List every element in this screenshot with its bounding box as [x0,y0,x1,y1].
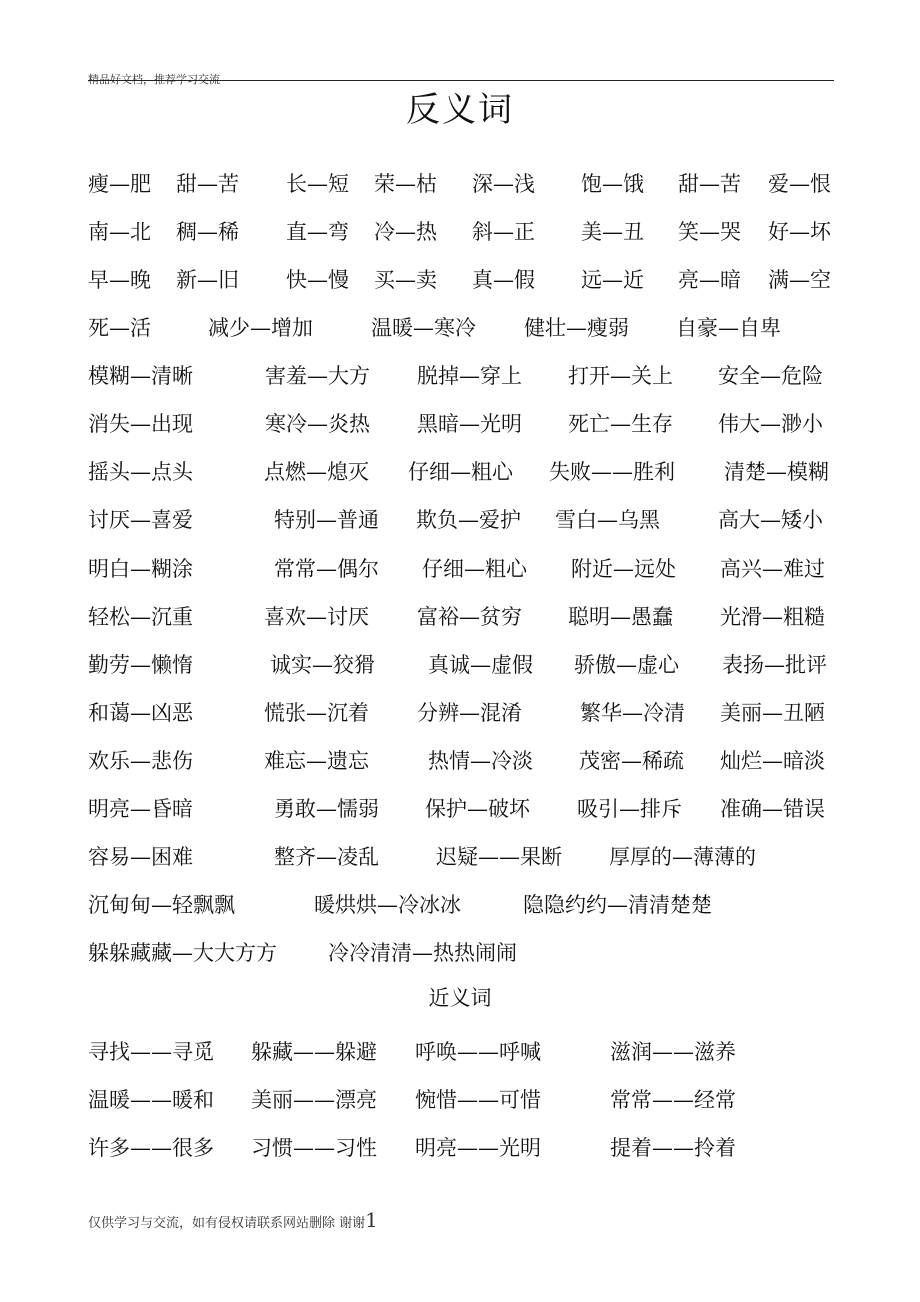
antonym-pair: 整齐—凌乱 [274,845,379,869]
antonym-pair: 快—慢 [286,268,349,292]
antonym-pair: 笑—哭 [678,220,741,244]
antonym-pair: 高兴—难过 [720,557,825,581]
antonym-pair: 美丽—丑陋 [720,701,825,725]
antonym-pair: 自豪—自卑 [676,316,781,340]
antonym-pair: 买—卖 [374,268,437,292]
antonym-pair: 新—旧 [176,268,239,292]
antonym-pair: 躲躲藏藏—大大方方 [88,941,277,965]
synonym-pair: 美丽——漂亮 [251,1088,377,1112]
document-header: 精品好文档，推荐学习交流 [88,73,220,86]
antonym-pair: 长—短 [286,172,349,196]
antonym-pair: 伟大—渺小 [718,412,823,436]
antonym-pair: 聪明—愚蠢 [568,605,673,629]
antonym-pair: 轻松—沉重 [88,605,193,629]
antonym-pair: 清楚—模糊 [724,460,829,484]
antonym-pair: 斜—正 [472,220,535,244]
antonym-pair: 附近—远处 [571,557,676,581]
antonym-pair: 亮—暗 [678,268,741,292]
antonym-pair: 温暖—寒冷 [371,316,476,340]
antonym-pair: 光滑—粗糙 [720,605,825,629]
antonym-pair: 消失—出现 [88,412,193,436]
antonym-pair: 好—坏 [768,220,831,244]
antonym-pair: 安全—危险 [718,364,823,388]
antonym-pair: 南—北 [88,220,151,244]
antonym-pair: 饱—饿 [581,172,644,196]
antonym-pair: 吸引—排斥 [577,797,682,821]
synonym-pair: 温暖——暖和 [88,1088,214,1112]
antonym-pair: 暖烘烘—冷冰冰 [314,893,461,917]
antonym-pair: 爱—恨 [768,172,831,196]
synonym-pair: 呼唤——呼喊 [415,1040,541,1064]
antonym-pair: 明白—糊涂 [88,557,193,581]
antonym-pair: 死—活 [88,316,151,340]
synonym-pair: 提着——拎着 [610,1136,736,1160]
antonym-pair: 喜欢—讨厌 [264,605,369,629]
antonym-pair: 模糊—清晰 [88,364,193,388]
header-rule [88,80,834,81]
antonym-pair: 真诚—虚假 [428,653,533,677]
synonym-pair: 明亮——光明 [415,1136,541,1160]
antonym-pair: 黑暗—光明 [417,412,522,436]
antonym-pair: 厚厚的—薄薄的 [609,845,756,869]
antonym-pair: 荣—枯 [374,172,437,196]
antonym-pair: 保护—破坏 [425,797,530,821]
antonym-pair: 脱掉—穿上 [417,364,522,388]
antonym-pair: 寒冷—炎热 [265,412,370,436]
antonym-pair: 害羞—大方 [265,364,370,388]
synonym-pair: 常常——经常 [610,1088,736,1112]
antonym-pair: 仔细—粗心 [422,557,527,581]
antonym-pair: 讨厌—喜爱 [88,508,193,532]
synonym-pair: 惋惜——可惜 [415,1088,541,1112]
antonym-pair: 仔细—粗心 [408,460,513,484]
antonym-pair: 特别—普通 [274,508,379,532]
antonym-pair: 准确—错误 [720,797,825,821]
antonym-pair: 茂密—稀疏 [579,749,684,773]
antonym-pair: 打开—关上 [568,364,673,388]
antonym-pair: 明亮—昏暗 [88,797,193,821]
antonym-pair: 沉甸甸—轻飘飘 [88,893,235,917]
antonym-pair: 稠—稀 [176,220,239,244]
antonym-pair: 点燃—熄灭 [264,460,369,484]
page-number: 1 [365,1208,378,1232]
antonym-pair: 分辨—混淆 [417,701,522,725]
synonym-pair: 习惯——习性 [251,1136,377,1160]
antonym-pair: 迟疑——果断 [436,845,562,869]
antonym-pair: 隐隐约约—清清楚楚 [523,893,712,917]
antonym-pair: 欺负—爱护 [416,508,521,532]
antonym-pair: 富裕—贫穷 [417,605,522,629]
synonym-pair: 寻找——寻觅 [88,1040,214,1064]
synonym-pair: 许多——很多 [88,1136,214,1160]
antonym-pair: 瘦—肥 [88,172,151,196]
antonym-pair: 死亡—生存 [568,412,673,436]
antonym-pair: 高大—矮小 [718,508,823,532]
antonym-pair: 表扬—批评 [722,653,827,677]
antonym-pair: 健壮—瘦弱 [524,316,629,340]
antonym-pair: 直—弯 [286,220,349,244]
synonym-pair: 滋润——滋养 [610,1040,736,1064]
section-subtitle: 近义词 [428,986,492,1010]
antonym-pair: 慌张—沉着 [264,701,369,725]
antonym-pair: 和蔼—凶恶 [88,701,193,725]
antonym-pair: 冷冷清清—热热闹闹 [328,941,517,965]
antonym-pair: 早—晚 [88,268,151,292]
antonym-pair: 欢乐—悲伤 [88,749,193,773]
antonym-pair: 诚实—狡猾 [270,653,375,677]
antonym-pair: 甜—苦 [176,172,239,196]
antonym-pair: 常常—偶尔 [274,557,379,581]
antonym-pair: 雪白—乌黑 [555,508,660,532]
antonym-pair: 勤劳—懒惰 [88,653,193,677]
antonym-pair: 骄傲—虚心 [574,653,679,677]
page-title: 反义词 [406,90,514,130]
antonym-pair: 冷—热 [374,220,437,244]
document-footer [88,1208,378,1232]
antonym-pair: 真—假 [472,268,535,292]
antonym-pair: 灿烂—暗淡 [720,749,825,773]
footer-text: 仅供学习与交流，如有侵权请联系网站删除 谢谢 [88,1216,366,1231]
synonym-pair: 躲藏——躲避 [251,1040,377,1064]
antonym-pair: 美—丑 [581,220,644,244]
antonym-pair: 失败——胜利 [549,460,675,484]
antonym-pair: 甜—苦 [678,172,741,196]
antonym-pair: 深—浅 [472,172,535,196]
antonym-pair: 难忘—遗忘 [264,749,369,773]
antonym-pair: 远—近 [581,268,644,292]
antonym-pair: 热情—冷淡 [428,749,533,773]
antonym-pair: 容易—困难 [88,845,193,869]
antonym-pair: 摇头—点头 [88,460,193,484]
antonym-pair: 减少—增加 [208,316,313,340]
antonym-pair: 满—空 [768,268,831,292]
antonym-pair: 勇敢—懦弱 [274,797,379,821]
antonym-pair: 繁华—冷清 [580,701,685,725]
